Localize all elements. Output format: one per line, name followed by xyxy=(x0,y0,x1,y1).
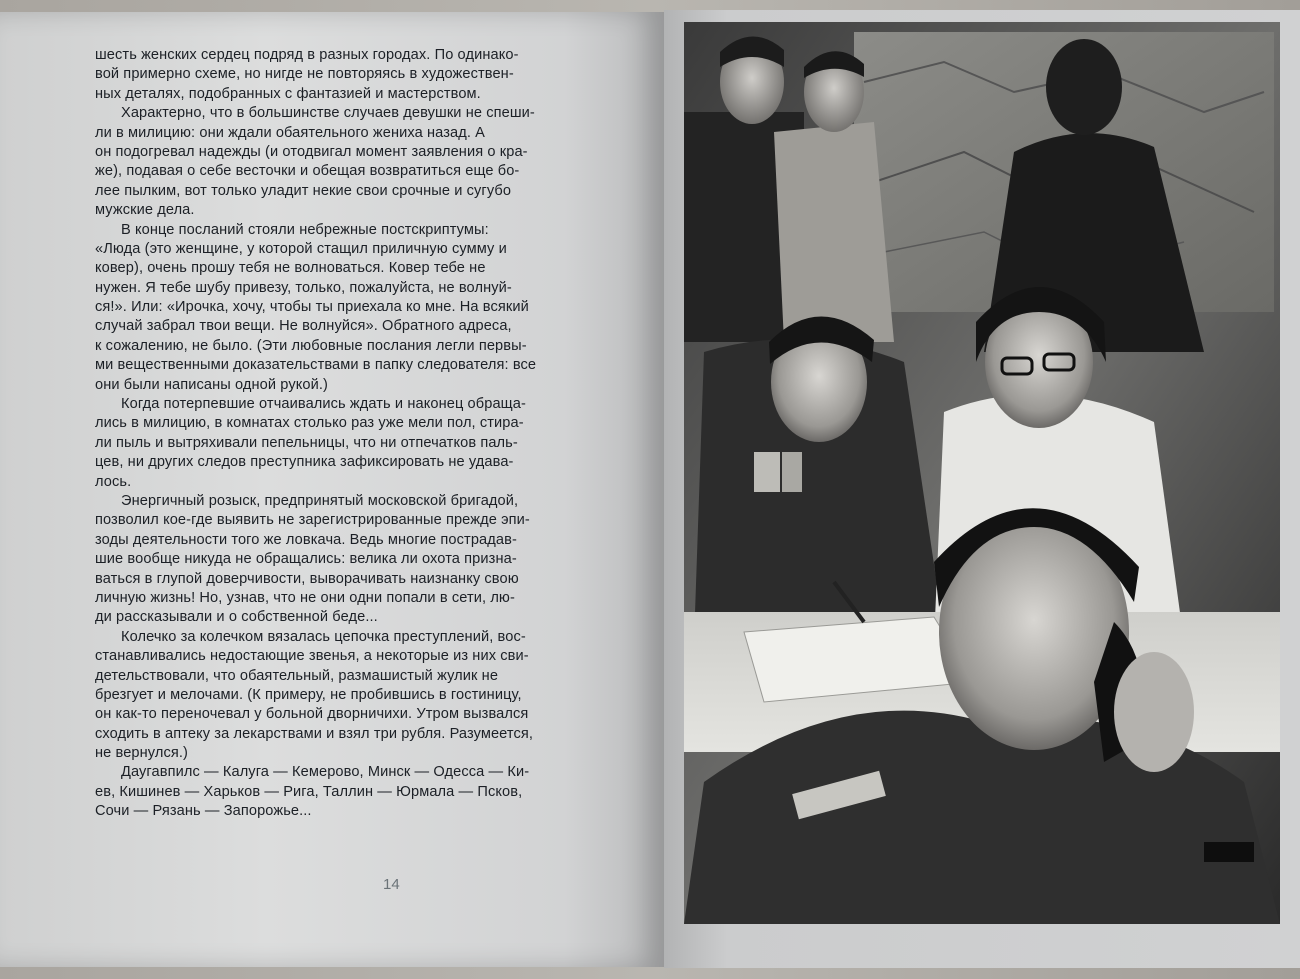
text-line: позволил кое-где выявить не зарегистрированные прежде эпи- xyxy=(95,512,530,529)
text-line: шесть женских сердец подряд в разных городах. По одинако- xyxy=(95,47,519,63)
text-line: «Люда (это женщине, у которой стащил приличную сумму и xyxy=(95,240,507,257)
text-line: ных деталях, подобранных с фантазией и мастерством. xyxy=(95,85,481,102)
text-line: детельствовали, что обаятельный, размашистый жулик не xyxy=(95,667,499,684)
text-line: нужен. Я тебе шубу привезу, только, пожалуйста, не волнуй- xyxy=(95,279,512,296)
text-line: брезгует и мелочами. (К примеру, не пробившись в гостиницу, xyxy=(95,686,522,703)
text-line: Даугавпилс — Калуга — Кемерово, Минск — Одесса — Ки- xyxy=(121,764,530,781)
text-line: ли пыль и вытряхивали пепельницы, что ни отпечатков паль- xyxy=(95,434,518,451)
left-page xyxy=(0,12,664,967)
text-line: они были написаны одной рукой.) xyxy=(95,376,328,393)
text-line: цев, ни других следов преступника зафиксировать не удава- xyxy=(95,454,514,471)
text-line: случай забрал твои вещи. Не волнуйся». Обратного адреса, xyxy=(95,318,512,335)
text-line: ди рассказывали и о собственной беде... xyxy=(95,609,378,626)
text-line: Колечко за колечком вязалась цепочка преступлений, вос- xyxy=(121,628,526,645)
text-line: ми вещественными доказательствами в папку следователя: все xyxy=(95,357,537,374)
black-and-white-photo xyxy=(684,22,1280,924)
text-line: вой примерно схеме, но нигде не повторяясь в художествен- xyxy=(95,66,514,83)
article-text xyxy=(95,46,667,822)
text-line: Когда потерпевшие отчаивались ждать и наконец обраща- xyxy=(121,396,526,413)
text-line: лось. xyxy=(95,473,132,490)
text-line: станавливались недостающие звенья, а некоторые из них сви- xyxy=(95,648,529,665)
text-line: мужские дела. xyxy=(95,202,195,219)
text-line: ваться в глупой доверчивости, выворачивать наизнанку свою xyxy=(95,570,519,587)
text-line: ли в милицию: они ждали обаятельного жениха назад. А xyxy=(95,124,485,141)
text-line: зоды деятельности того же ловкача. Ведь многие пострадав- xyxy=(95,531,517,548)
man-in-light-jacket xyxy=(774,122,894,342)
text-line: сходить в аптеку за лекарствами и взял три рубля. Разумеется, xyxy=(95,725,534,742)
text-line: личную жизнь! Но, узнав, что не они одни попали в сети, лю- xyxy=(95,589,515,606)
text-line: Сочи — Рязань — Запорожье... xyxy=(95,803,312,820)
text-line: шие вообще никуда не обращались: велика ли охота призна- xyxy=(95,551,517,568)
page-number: 14 xyxy=(383,876,400,893)
text-line: В конце посланий стояли небрежные постскриптумы: xyxy=(121,221,489,238)
text-line: же), подавая о себе весточки и обещая возвратиться еще бо- xyxy=(95,163,520,180)
text-line: к сожалению, не было. (Эти любовные послания легли первы- xyxy=(95,337,527,354)
text-line: ковер), очень прошу тебя не волноваться. Ковер тебе не xyxy=(95,260,486,277)
text-line: Характерно, что в большинстве случаев девушки не спеши- xyxy=(121,105,535,122)
text-line: ся!». Или: «Ирочка, хочу, чтобы ты приехала ко мне. На всякий xyxy=(95,299,529,316)
text-line: Энергичный розыск, предпринятый московской бригадой, xyxy=(121,492,519,509)
text-line: он подогревал надежды (и отодвигал момент заявления о кра- xyxy=(95,143,528,160)
text-line: лее пылким, вот только уладит некие свои срочные и сугубо xyxy=(95,182,512,199)
text-line: ев, Кишинев — Харьков — Рига, Таллин — Юрмала — Псков, xyxy=(95,783,523,800)
text-line: лись в милицию, в комнатах столько раз уже мели пол, стира- xyxy=(95,415,524,432)
text-line: он как-то переночевал у больной дворничихи. Утром вызвался xyxy=(95,706,529,723)
text-line: не вернулся.) xyxy=(95,745,189,762)
